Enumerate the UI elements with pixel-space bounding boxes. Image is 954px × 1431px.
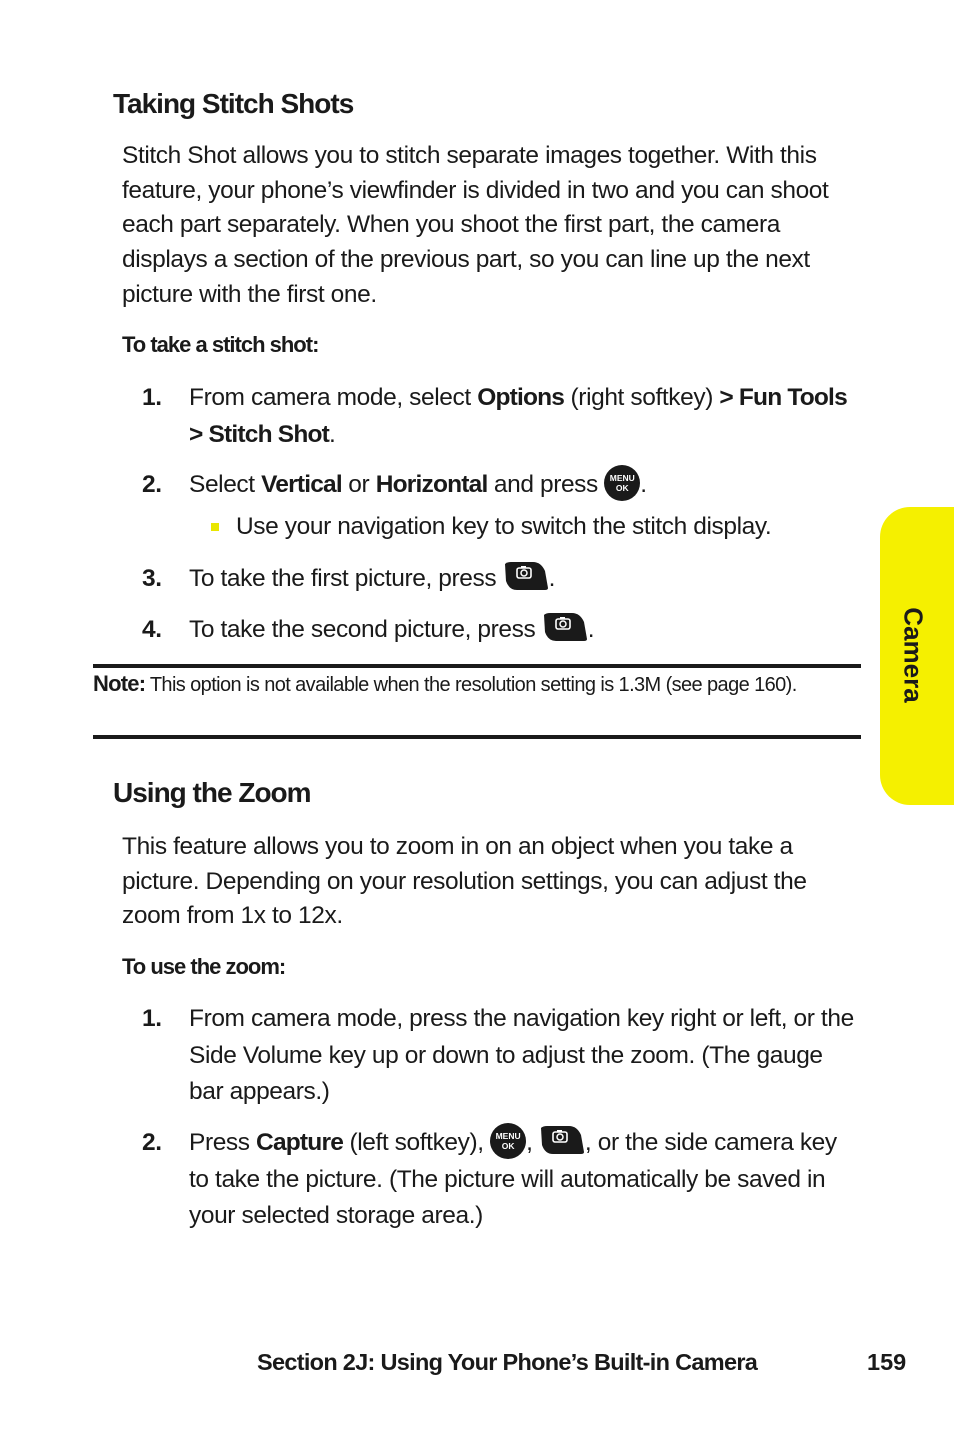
footer-section-title: Section 2J: Using Your Phone’s Built-in Camera: [257, 1349, 758, 1375]
zoom-subheading: To use the zoom:: [122, 954, 286, 979]
section-heading-zoom: Using the Zoom: [113, 777, 311, 808]
capture-label: Capture: [256, 1129, 344, 1156]
stitch-step-3: [142, 561, 862, 598]
step-text: From camera mode, press the navigation key right or left, or the Side Volume key up or down to adjust the zoom. (The gauge bar appears.): [189, 1005, 854, 1105]
menu-ok-icon: MENU OK: [490, 1123, 526, 1159]
camera-key-icon: [542, 612, 588, 642]
step-text: , or the side camera key to take the picture. (The picture will automatically be saved in your selected storage area.): [189, 1129, 837, 1230]
step-text: .: [640, 471, 647, 498]
note-bottom-rule: [93, 735, 861, 739]
step-number: 1.: [142, 1005, 162, 1032]
step-text: From camera mode, select: [189, 384, 478, 411]
menu-path-label: > Fun Tools > Stitch Shot: [189, 384, 847, 448]
step-text: Press: [189, 1129, 257, 1156]
footer-page-number: 159: [867, 1349, 907, 1375]
menu-ok-icon: MENU OK: [604, 465, 640, 501]
step-number: 4.: [142, 616, 162, 643]
step-text: .: [548, 565, 556, 592]
step-number: 2.: [142, 1129, 162, 1156]
step-number: 1.: [142, 384, 162, 411]
stitch-step-1: [142, 380, 862, 453]
stitch-step-2: [142, 467, 862, 504]
zoom-step-1: [142, 1001, 862, 1111]
chapter-side-tab-label: Camera: [898, 607, 929, 703]
section-heading-stitch-shots: Taking Stitch Shots: [113, 88, 354, 119]
stitch-step-4: [142, 612, 862, 649]
bullet-text: Use your navigation key to switch the stitch display.: [236, 513, 772, 540]
step-text: (right softkey): [564, 384, 720, 411]
vertical-label: Vertical: [261, 471, 342, 498]
step-text: ,: [526, 1129, 539, 1156]
stitch-bullet: [211, 510, 861, 544]
step-text: and press: [487, 471, 605, 498]
stitch-shot-subheading: To take a stitch shot:: [122, 332, 319, 357]
step-text: To take the second picture, press: [189, 616, 542, 643]
zoom-step-2: [142, 1125, 862, 1235]
step-number: 3.: [142, 565, 162, 592]
note-text: This option is not available when the resolution setting is 1.3M (see page 160).: [145, 674, 797, 696]
stitch-shot-description: Stitch Shot allows you to stitch separate images together. With this feature, your phone’s viewfinder is divided in two and you can shoot each part separately. When you shoot the first part, the camera displays a section of the previous part, so you can line up the next picture with the first one.: [122, 142, 829, 308]
step-text: To take the first picture, press: [189, 565, 503, 592]
note-label: Note:: [93, 671, 146, 696]
options-label: Options: [477, 384, 565, 411]
step-text: .: [329, 420, 336, 448]
step-text: Select: [189, 471, 262, 498]
step-text: (left softkey),: [343, 1129, 491, 1156]
bullet-square-icon: [211, 523, 219, 531]
step-number: 2.: [142, 471, 162, 498]
camera-key-icon: [539, 1125, 585, 1155]
camera-key-icon: [503, 561, 549, 591]
step-text: or: [341, 471, 376, 498]
zoom-description: This feature allows you to zoom in on an object when you take a picture. Depending on your resolution settings, you can adjust the zoom from 1x to 12x.: [122, 833, 807, 930]
note-box: [93, 668, 861, 702]
horizontal-label: Horizontal: [375, 471, 488, 498]
step-text: .: [587, 616, 595, 643]
